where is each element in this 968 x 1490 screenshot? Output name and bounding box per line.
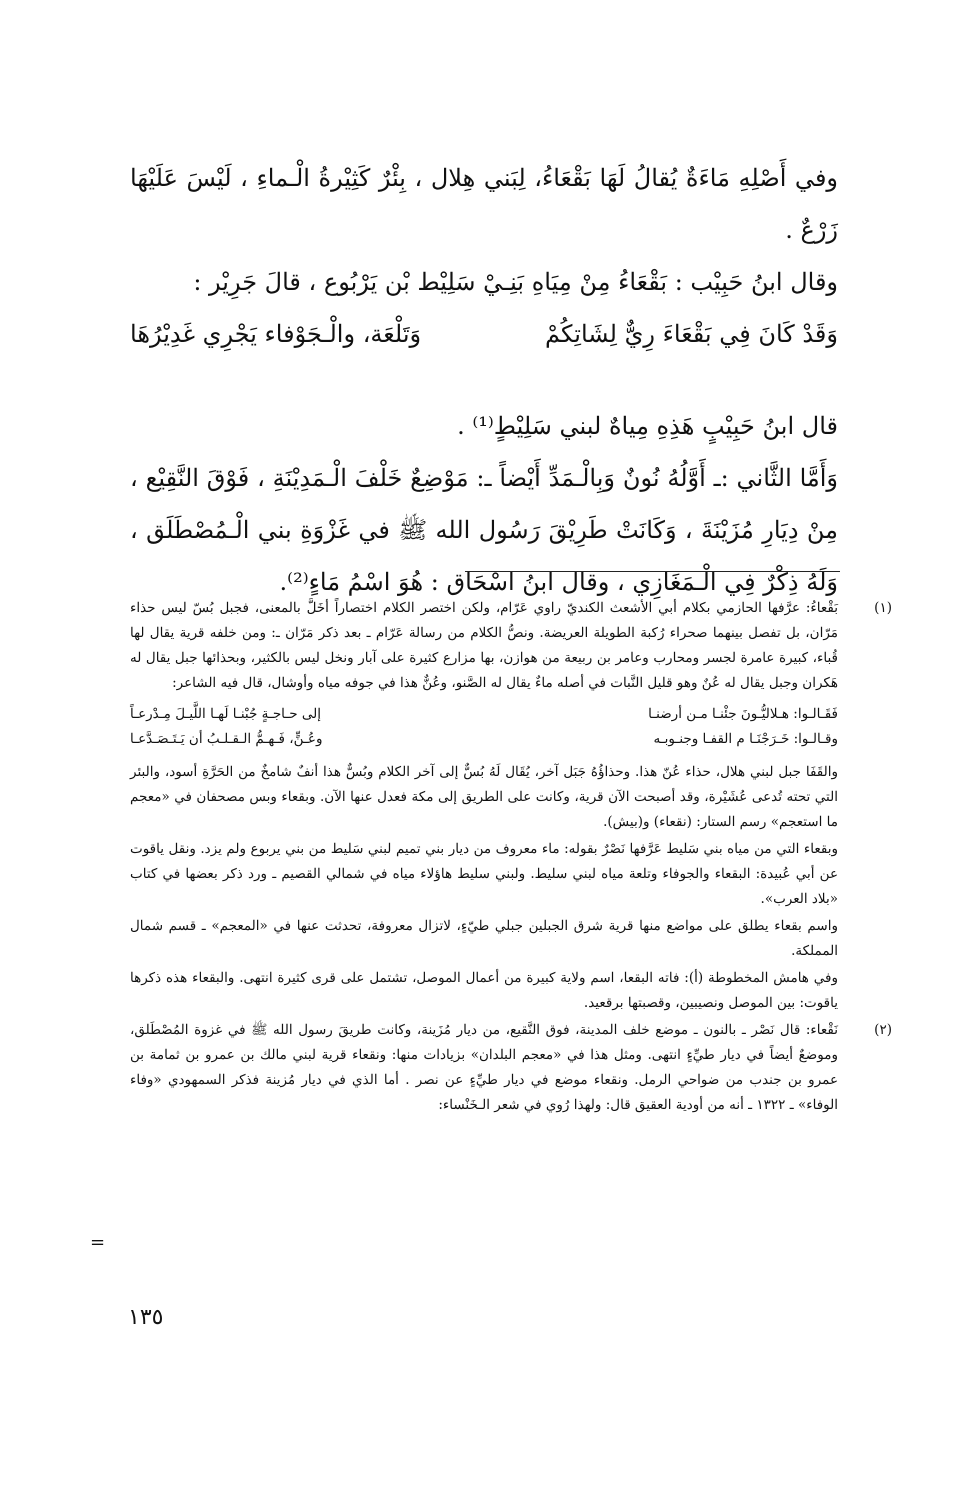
- page-number: ١٣٥: [128, 1305, 164, 1330]
- main-text: [130, 152, 838, 608]
- poem-line-1: [130, 702, 838, 727]
- poem-line-2-second: وعُـنٍّ، فَـهـمُّ الـقـلـبُ أن يَـتَـصَـدَّعـا: [130, 731, 323, 747]
- footnote-1-paragraph-4: واسم بقعاء يطلق على مواضع منها قرية شرق الجبلين جبلي طيّءٍ، لاتزال معروفة، تحدثت عنها في «المعجم» ـ قسم شمال المملكة.: [130, 918, 838, 959]
- poem-verse: [130, 308, 838, 360]
- spacer: [130, 360, 838, 400]
- poem-line-1-first: فَقَـالـوا: هـلاليُّـونَ جئْنـا مـن أرضنـا: [648, 706, 838, 722]
- footnote-2-number: (٢): [874, 1022, 892, 1038]
- footnote-1-poem: [130, 702, 838, 752]
- main-paragraph-2: وَأَمَّا الثَّاني :ـ أَوَّلُهُ نُونٌ وَبِالْـمَدِّ أَيْضاً ـ: مَوْضِعٌ خَلْفَ الْـمَدِيْنَةِ ، فَوْقَ النَّقِيْع ، مِنْ دِيَارِ مُزَيْنَةَ ، وَكَانَتْ طَرِيْقَ رَسُول الله ﷺ في غَزْوَةِ بني الْـمُصْطَلَق ، وَلَهُ ذِكْرٌ فِي الْـمَغَازِي ، وقال ابنُ اسْحَاق : هُوَ اسْمُ مَاءٍ⁽²⁾.: [130, 464, 838, 596]
- main-line-1: وفي أَصْلِهِ مَاءَةٌ يُقالُ لَهَا بَقْعَاءُ، لِبَني هِلال ، بِئْرٌ كَثِيْرةُ الْـماءِ ، لَيْسَ عَلَيْهَا زَرْعٌ .: [130, 164, 838, 244]
- footnote-2: [130, 1018, 892, 1118]
- footnote-1-number: (١): [874, 600, 892, 616]
- poem-line-2-first: وقـالـوا: خَـرَجْنَـا م القفـا وجنـوبـه: [653, 731, 838, 747]
- footnotes: [130, 596, 892, 1120]
- poem-line-1-second: إلى حـاجـةٍ جُبْنـا لَهـا اللَّيـلَ مِـدْرعـاً: [130, 706, 321, 722]
- margin-mark: =: [90, 1232, 106, 1253]
- footnote-1: [130, 596, 892, 1016]
- poem-line-2: [130, 727, 838, 752]
- footnote-separator: [465, 571, 840, 572]
- verse-first-hemistich: وَقَدْ كَانَ فِي بَقْعَاءَ رِيٌّ لِشَاتِكُمْ: [545, 320, 838, 348]
- footnote-2-paragraph-1: نَقْعاء: قال نَصْر ـ بالنون ـ موضع خلف المدينة، فوق النَّقيع، من ديار مُزَينة، وكانت طريقَ رسول الله ﷺ في غزوة المُصْطَلق، وموضعٌ أيضاً في ديار طيِّءٍ انتهى. ومثل هذا في «معجم البلدان» بزيادات منها: ونقعاء قرية لبني مالك بن عمرو بن ثمامة بن عمرو بن جندب من ضواحي الرمل. ونقعاء موضع في ديار طيِّءٍ عن نصر . أما الذي في ديار مُزينة فذكر السمهودي «وفاء الوفاء» ـ ١٣٢٢ ـ أنه من أودية العقيق قال: ولهذا رُوي في شعر الـخَنْساء:: [130, 1022, 838, 1113]
- footnote-1-paragraph-3: وبقعاء التي من مياه بني سَليط عَرَّفها نَصْرٌ بقوله: ماء معروف من ديار بني تميم لبني سَليط من بني يربوع ولم يزد. ونقل ياقوت عن أبي عُبيدة: البقعاء والجوفاء وتلعة مياه لبني سليط. ولبني سليط هاؤلاء مياه في شمالي القصيم ـ ورد ذكر بعضها في كتاب «بلاد العرب».: [130, 841, 838, 907]
- main-line-3: قال ابنُ حَبِيْبٍ هَذِهِ مِياهٌ لبني سَلِيْطٍ⁽¹⁾ .: [457, 412, 838, 440]
- footnote-1-paragraph-2: والقَفَا جبل لبني هلال، حذاء عُنّ هذا. وحذاؤُهُ جَبَل آخر، يُقَال لَهُ بُسٌّ إلى آخر الكلام وبُسٌّ هذا أنفٌ شامخٌ من الحَرَّةِ أسود، والبئر التي تحته تُدعى عُشَيْرة، وقد أصبحت الآن قرية، وكانت على الطريق إلى مكة فعدل عنها الآن. وبقعاء وبس مصحفان في «معجم ما استعجم» رسم الستار: (نقعاء) و(بيش).: [130, 764, 838, 830]
- footnote-1-paragraph-5: وفي هامش المخطوطة (أ): فاته البقعا، اسم ولاية كبيرة من أعمال الموصل، تشتمل على قرى كثيرة انتهى. والبقعاء هذه ذكرها ياقوت: بين الموصل ونصيبين، وقصبتها برقعيد.: [130, 970, 838, 1011]
- footnote-1-paragraph-1: بَقْعاءُ: عرَّفها الحازمي بكلام أبي الأشعث الكنديّ راوي عَرّام، ولكن اختصر الكلام اختصاراً أخَلَّ بالمعنى، فجبل بُسّ ليس حذاء مَرّان، بل تفصل بينهما صحراء رُكبة الطويلة العريضة. ونصُّ الكلام من رسالة عَرّام ـ بعد ذكر مَرّان ـ: ومن خلفه قرية يقال لها قُباء، كبيرة عامرة لجسر ومحارب وعامر بن ربيعة من هوازن، بها مزارع كثيرة على آبار ونخل ليس بالكثير، وبحذائها جبل يقال له هَكران وجبل يقال له عُنٌ وهو قليل النَّبات في أصله ماءٌ يقال له الصَّنو، وعُنٌّ هذا في جوفه مياه وأوشال، قال فيه الشاعر:: [130, 600, 838, 691]
- verse-second-hemistich: وَتَلْعَة، والْـجَوْفاء يَجْرِي غَدِيْرُهَا: [130, 320, 422, 348]
- main-line-2: وقال ابنُ حَبِيْب : بَقْعَاءُ مِنْ مِيَاهِ بَنِـيْ سَلِيْط بْن يَرْبُوع ، قالَ جَرِيْر :: [193, 268, 838, 296]
